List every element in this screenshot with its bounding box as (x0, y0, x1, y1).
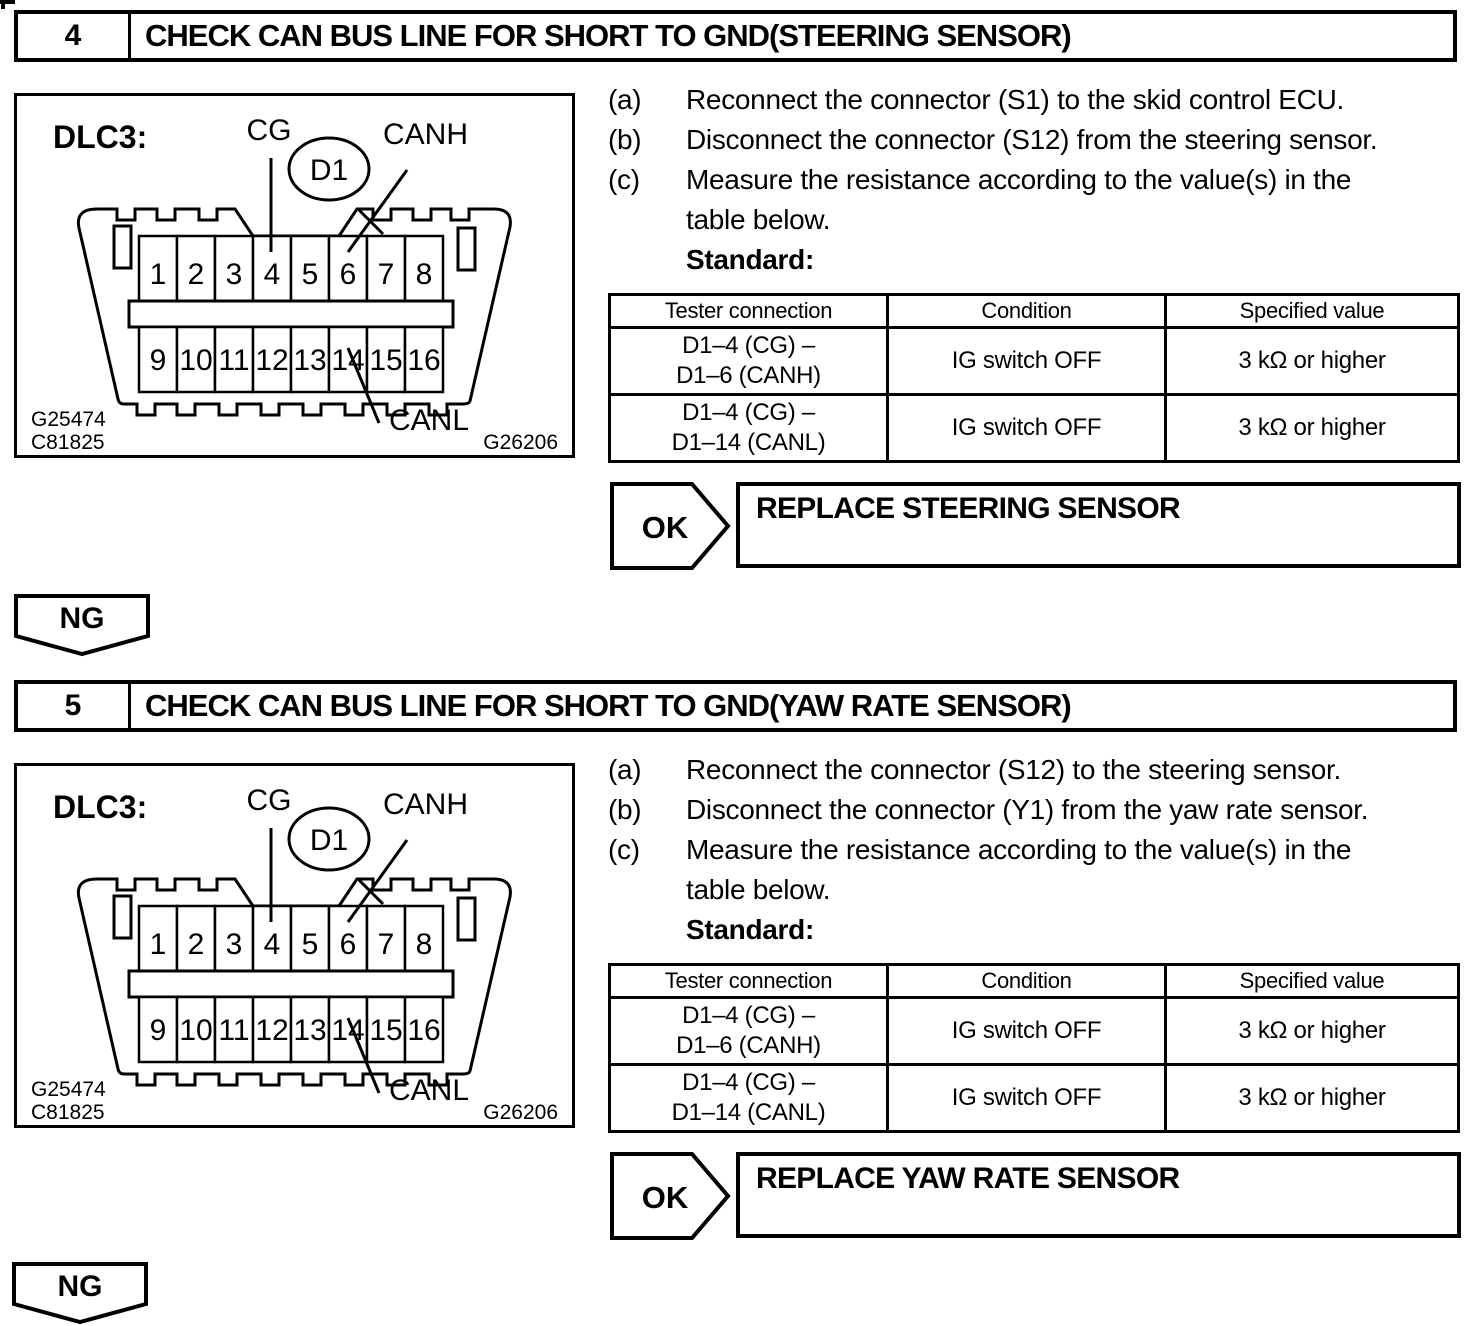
instruction-text: Reconnect the connector (S1) to the skid control ECU. (686, 84, 1344, 115)
specified-value-cell: 3 kΩ or higher (1166, 395, 1459, 462)
instruction-label: (a) (608, 754, 642, 785)
ok-label: OK (641, 510, 689, 545)
column-header: Tester connection (610, 965, 888, 998)
step-title: CHECK CAN BUS LINE FOR SHORT TO GND(YAW RATE SENSOR) (145, 688, 1071, 723)
instruction-line (608, 120, 1394, 160)
step-number: 5 (18, 684, 131, 728)
standard-label: Standard: (686, 244, 814, 275)
dlc3-figure-svg (17, 96, 572, 455)
column-header: Specified value (1166, 295, 1459, 328)
ng-marker-step-5 (12, 1262, 150, 1326)
page-edge-artifact (1, 0, 5, 9)
ok-arrow-step-4 (610, 482, 732, 570)
table-row (610, 998, 1459, 1065)
condition-cell: IG switch OFF (888, 395, 1166, 462)
connection-line: D1–6 (CANH) (676, 362, 821, 389)
condition-cell: IG switch OFF (888, 328, 1166, 395)
connection-line: D1–6 (CANH) (676, 1032, 821, 1059)
standard-label: Standard: (686, 914, 814, 945)
step-title: CHECK CAN BUS LINE FOR SHORT TO GND(STEERING SENSOR) (145, 18, 1071, 53)
instruction-label: (a) (608, 84, 642, 115)
ng-label: NG (59, 602, 105, 635)
specified-value-cell: 3 kΩ or higher (1166, 328, 1459, 395)
instruction-line (608, 80, 1394, 120)
instruction-text: Measure the resistance according to the value(s) in the table below. (686, 834, 1352, 905)
connection-line: D1–4 (CG) – (682, 1069, 815, 1096)
table-header-row (610, 965, 1459, 998)
step-4-instructions (608, 80, 1394, 280)
instruction-label: (c) (608, 164, 640, 195)
dlc3-figure-step-4 (14, 93, 575, 458)
instruction-text: Reconnect the connector (S12) to the steering sensor. (686, 754, 1341, 785)
table-header-row (610, 295, 1459, 328)
instruction-label: (b) (608, 124, 642, 155)
tester-connection-cell (610, 998, 888, 1065)
resistance-table-step-5 (608, 963, 1460, 1133)
column-header: Tester connection (610, 295, 888, 328)
dlc3-figure-step-5 (14, 763, 575, 1128)
instruction-line (608, 160, 1394, 240)
table-row (610, 328, 1459, 395)
column-header: Condition (888, 965, 1166, 998)
column-header: Specified value (1166, 965, 1459, 998)
instruction-line (608, 750, 1394, 790)
instruction-text: Disconnect the connector (S12) from the steering sensor. (686, 124, 1378, 155)
instruction-text: Disconnect the connector (Y1) from the yaw rate sensor. (686, 794, 1369, 825)
connection-line: D1–4 (CG) – (682, 332, 815, 359)
table-row (610, 395, 1459, 462)
instruction-line (608, 790, 1394, 830)
dlc3-figure-svg (17, 766, 572, 1125)
step-5-instructions (608, 750, 1394, 950)
ok-result-step-4: REPLACE STEERING SENSOR (736, 482, 1461, 568)
tester-connection-cell (610, 1065, 888, 1132)
condition-cell: IG switch OFF (888, 1065, 1166, 1132)
ng-marker-step-4 (14, 594, 152, 658)
ok-label: OK (641, 1180, 689, 1215)
connection-line: D1–14 (CANL) (671, 429, 826, 456)
ng-label: NG (57, 1270, 103, 1303)
specified-value-cell: 3 kΩ or higher (1166, 1065, 1459, 1132)
connection-line: D1–4 (CG) – (682, 399, 815, 426)
instruction-text: Measure the resistance according to the value(s) in the table below. (686, 164, 1352, 235)
instruction-label: (c) (608, 834, 640, 865)
column-header: Condition (888, 295, 1166, 328)
step-5-header (14, 680, 1457, 732)
connection-line: D1–4 (CG) – (682, 1002, 815, 1029)
ok-arrow-step-5 (610, 1152, 732, 1240)
connection-line: D1–14 (CANL) (671, 1099, 826, 1126)
instruction-line (608, 830, 1394, 910)
table-row (610, 1065, 1459, 1132)
tester-connection-cell (610, 395, 888, 462)
condition-cell: IG switch OFF (888, 998, 1166, 1065)
specified-value-cell: 3 kΩ or higher (1166, 998, 1459, 1065)
ok-result-step-5: REPLACE YAW RATE SENSOR (736, 1152, 1461, 1238)
step-4-header (14, 10, 1457, 62)
step-number: 4 (18, 14, 131, 58)
resistance-table-step-4 (608, 293, 1460, 463)
tester-connection-cell (610, 328, 888, 395)
instruction-label: (b) (608, 794, 642, 825)
